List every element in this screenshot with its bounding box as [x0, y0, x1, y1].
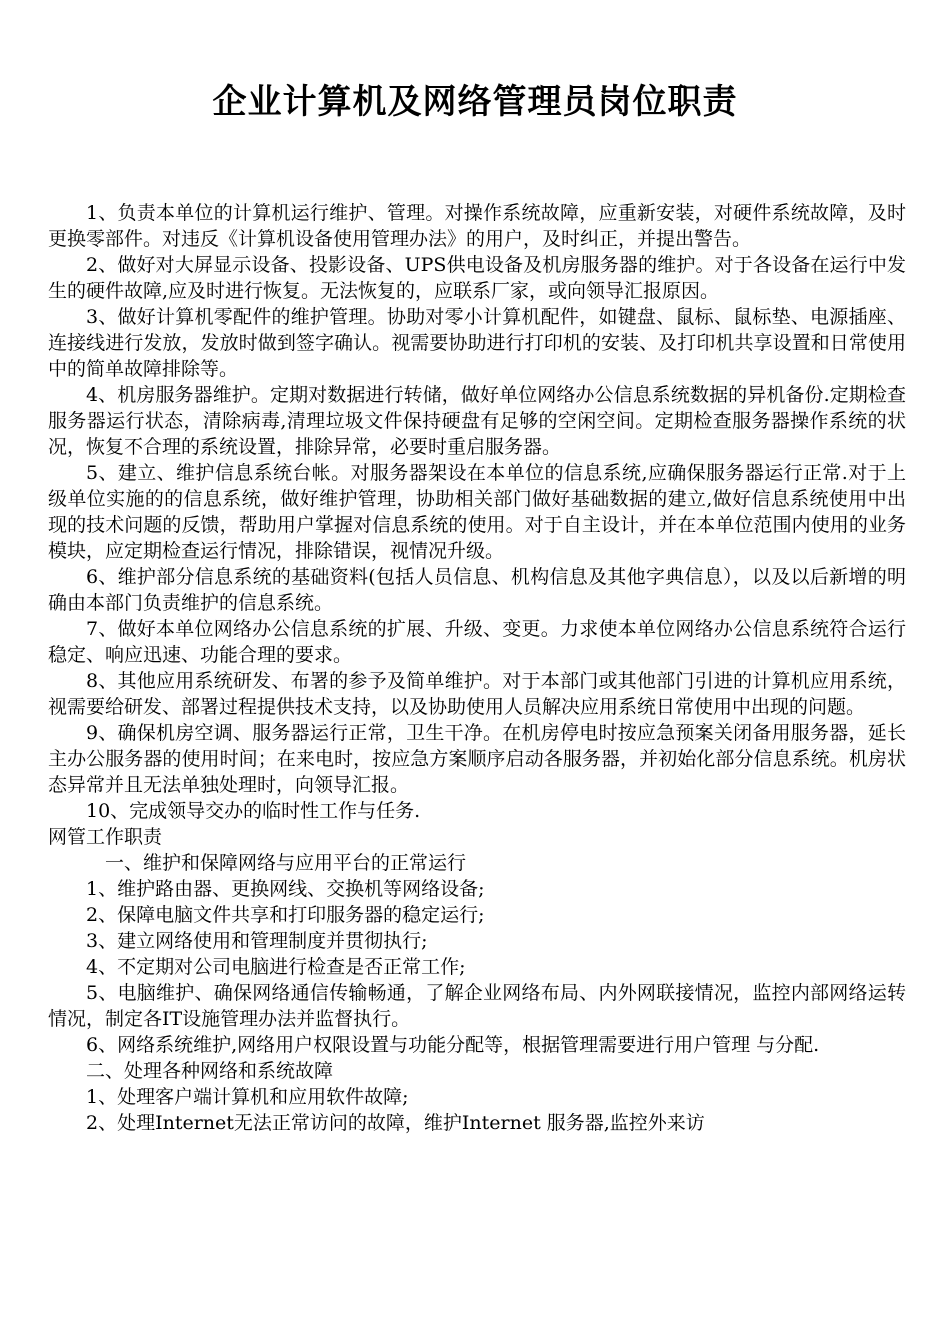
- network-section-1-item-4: 4、不定期对公司电脑进行检查是否正常工作;: [86, 956, 466, 978]
- duty-item-1: 1、负责本单位的计算机运行维护、管理。对操作系统故障，应重新安装，对硬件系统故障，及时更换零部件。对违反《计算机设备使用管理办法》的用户，及时纠正，并提出警告。: [48, 202, 906, 250]
- network-section-1-item-6: 6、网络系统维护,网络用户权限设置与功能分配等，根据管理需要进行用户管理 与分配.: [86, 1034, 820, 1056]
- document-body: [48, 200, 906, 1136]
- duty-item-7: 7、做好本单位网络办公信息系统的扩展、升级、变更。力求使本单位网络办公信息系统符合运行稳定、响应迅速、功能合理的要求。: [48, 618, 906, 666]
- duty-item-8: 8、其他应用系统研发、布署的参予及简单维护。对于本部门或其他部门引进的计算机应用系统，视需要给研发、部署过程提供技术支持，以及协助使用人员解决应用系统日常使用中出现的问题。: [48, 670, 906, 718]
- network-section-1-item-5: 5、电脑维护、确保网络通信传输畅通，了解企业网络布局、内外网联接情况，监控内部网络运转情况，制定各IT设施管理办法并监督执行。: [48, 982, 906, 1030]
- network-section-1-item-3: 3、建立网络使用和管理制度并贯彻执行;: [86, 930, 428, 952]
- duty-item-4: 4、机房服务器维护。定期对数据进行转储，做好单位网络办公信息系统数据的异机备份.定期检查服务器运行状态，清除病毒,清理垃圾文件保持硬盘有足够的空闲空间。定期检查服务器操作系统的状况，恢复不合理的系统设置，排除异常，必要时重启服务器。: [48, 384, 906, 458]
- network-section-1-heading: 一、维护和保障网络与应用平台的正常运行: [105, 852, 467, 874]
- duty-item-2: 2、做好对大屏显示设备、投影设备、UPS供电设备及机房服务器的维护。对于各设备在运行中发生的硬件故障,应及时进行恢复。无法恢复的，应联系厂家，或向领导汇报原因。: [48, 254, 906, 302]
- network-section-1-item-1: 1、维护路由器、更换网线、交换机等网络设备;: [86, 878, 485, 900]
- network-section-2-heading: 二、处理各种网络和系统故障: [86, 1060, 334, 1082]
- duty-item-5: 5、建立、维护信息系统台帐。对服务器架设在本单位的信息系统,应确保服务器运行正常.对于上级单位实施的的信息系统，做好维护管理，协助相关部门做好基础数据的建立,做好信息系统使用中出现的技术问题的反馈，帮助用户掌握对信息系统的使用。对于自主设计，并在本单位范围内使用的业务模块，应定期检查运行情况，排除错误，视情况升级。: [48, 462, 906, 562]
- network-section-title: 网管工作职责: [48, 826, 163, 848]
- duty-item-3: 3、做好计算机零配件的维护管理。协助对零小计算机配件，如键盘、鼠标、鼠标垫、电源插座、连接线进行发放，发放时做到签字确认。视需要协助进行打印机的安装、及打印机共享设置和日常使用中的简单故障排除等。: [48, 306, 906, 380]
- duty-item-10: 10、完成领导交办的临时性工作与任务.: [86, 800, 421, 822]
- network-section-2-item-2: 2、处理Internet无法正常访问的故障，维护Internet 服务器,监控外来访: [86, 1112, 705, 1134]
- duty-item-9: 9、确保机房空调、服务器运行正常，卫生干净。在机房停电时按应急预案关闭备用服务器，延长主办公服务器的使用时间；在来电时，按应急方案顺序启动各服务器，并初始化部分信息系统。机房状态异常并且无法单独处理时，向领导汇报。: [48, 722, 906, 796]
- document-title: 企业计算机及网络管理员岗位职责: [212, 82, 738, 122]
- network-section-2-item-1: 1、处理客户端计算机和应用软件故障;: [86, 1086, 409, 1108]
- duty-item-6: 6、维护部分信息系统的基础资料(包括人员信息、机构信息及其他字典信息），以及以后新增的明确由本部门负责维护的信息系统。: [48, 566, 906, 614]
- network-section-1-item-2: 2、保障电脑文件共享和打印服务器的稳定运行;: [86, 904, 485, 926]
